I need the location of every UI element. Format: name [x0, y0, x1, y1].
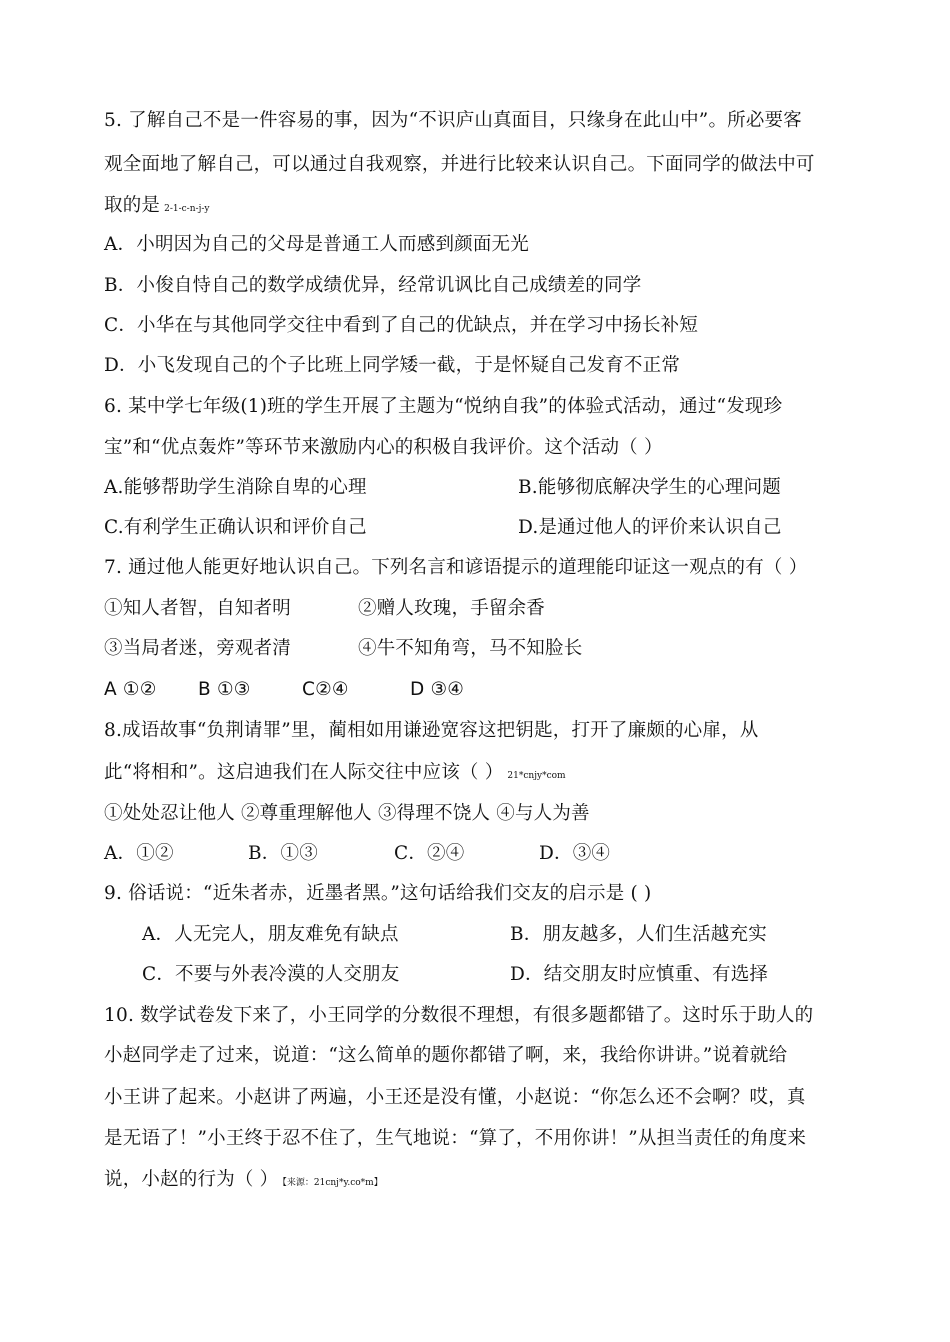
q7-item-1: ①知人者智，自知者明 — [104, 598, 292, 619]
q8-option-d: D．③④ — [539, 843, 611, 864]
q7-item-4: ④牛不知角弯，马不知脸长 — [358, 638, 583, 659]
q7-item-2: ②赠人玫瑰，手留余香 — [358, 598, 546, 619]
q5-option-d: D．小飞发现自己的个子比班上同学矮一截，于是怀疑自己发育不正常 — [104, 355, 681, 376]
q6-stem-line-1: 6. 某中学七年级(1)班的学生开展了主题为“悦纳自我”的体验式活动，通过“发现珍 — [104, 396, 783, 417]
q5-watermark-text: 2-1-c-n-j-y — [164, 204, 210, 214]
q9-option-c: C．不要与外表冷漠的人交朋友 — [142, 964, 400, 985]
q5-option-c: C．小华在与其他同学交往中看到了自己的优缺点，并在学习中扬长补短 — [104, 315, 699, 336]
q5-stem-line-2: 观全面地了解自己，可以通过自我观察，并进行比较来认识自己。下面同学的做法中可 — [104, 154, 815, 175]
q6-stem-line-2: 宝”和“优点轰炸”等环节来激励内心的积极自我评价。这个活动（ ） — [104, 437, 663, 458]
q8-stem-line-2 — [104, 760, 566, 789]
q5-stem-text: 取的是 — [104, 195, 161, 216]
q9-option-d: D．结交朋友时应慎重、有选择 — [510, 964, 769, 985]
q8-option-b: B．①③ — [248, 843, 318, 864]
q10-stem-line-3: 小王讲了起来。小赵讲了两遍，小王还是没有懂，小赵说：“你怎么还不会啊？哎，真 — [104, 1087, 806, 1108]
q6-option-c: C.有利学生正确认识和评价自己 — [104, 517, 367, 538]
q10-stem-text: 说，小赵的行为（ ） — [104, 1169, 279, 1190]
q7-option-a: A ①② — [104, 679, 157, 700]
q7-option-d: D ③④ — [410, 679, 465, 700]
q9-option-a: A．人无完人，朋友难免有缺点 — [142, 924, 399, 945]
q10-stem-line-5 — [104, 1167, 383, 1196]
q7-option-b: B ①③ — [198, 679, 251, 700]
q8-option-a: A．①② — [104, 843, 174, 864]
q6-option-a: A.能够帮助学生消除自卑的心理 — [104, 477, 367, 498]
q10-stem-line-4: 是无语了！”小王终于忍不住了，生气地说：“算了，不用你讲！”从担当责任的角度来 — [104, 1128, 807, 1149]
q7-option-c: C②④ — [302, 679, 349, 700]
q8-stem-text: 此“将相和”。这启迪我们在人际交往中应该（ ） — [104, 762, 504, 783]
q8-stem-line-1: 8.成语故事“负荆请罪”里，蔺相如用谦逊宽容这把钥匙，打开了廉颇的心扉，从 — [104, 720, 759, 741]
q6-option-d: D.是通过他人的评价来认识自己 — [518, 517, 782, 538]
q10-stem-line-1: 10. 数学试卷发下来了，小王同学的分数很不理想，有很多题都错了。这时乐于助人的 — [104, 1005, 814, 1026]
q9-option-b: B．朋友越多，人们生活越充实 — [510, 924, 767, 945]
q5-option-b: B．小俊自恃自己的数学成绩优异，经常讥讽比自己成绩差的同学 — [104, 275, 642, 296]
q5-stem-line-3 — [104, 193, 209, 222]
q10-stem-line-2: 小赵同学走了过来，说道：“这么简单的题你都错了啊，来，我给你讲讲。”说着就给 — [104, 1045, 788, 1066]
q8-items: ①处处忍让他人 ②尊重理解他人 ③得理不饶人 ④与人为善 — [104, 803, 590, 824]
q8-watermark-text: 21*cnjy*com — [507, 771, 566, 781]
q8-option-c: C．②④ — [394, 843, 465, 864]
q7-stem: 7. 通过他人能更好地认识自己。下列名言和谚语提示的道理能印证这一观点的有（ ） — [104, 557, 808, 578]
q7-item-3: ③当局者迷，旁观者清 — [104, 638, 292, 659]
q6-option-b: B.能够彻底解决学生的心理问题 — [518, 477, 781, 498]
q5-option-a: A．小明因为自己的父母是普通工人而感到颜面无光 — [104, 234, 529, 255]
q5-stem-line-1: 5. 了解自己不是一件容易的事，因为“不识庐山真面目，只缘身在此山中”。所必要客 — [104, 110, 802, 131]
q9-stem: 9. 俗话说：“近朱者赤，近墨者黑。”这句话给我们交友的启示是 ( ) — [104, 883, 652, 904]
q10-source-text: 【来源：21cnj*y.co*m】 — [282, 1178, 383, 1188]
